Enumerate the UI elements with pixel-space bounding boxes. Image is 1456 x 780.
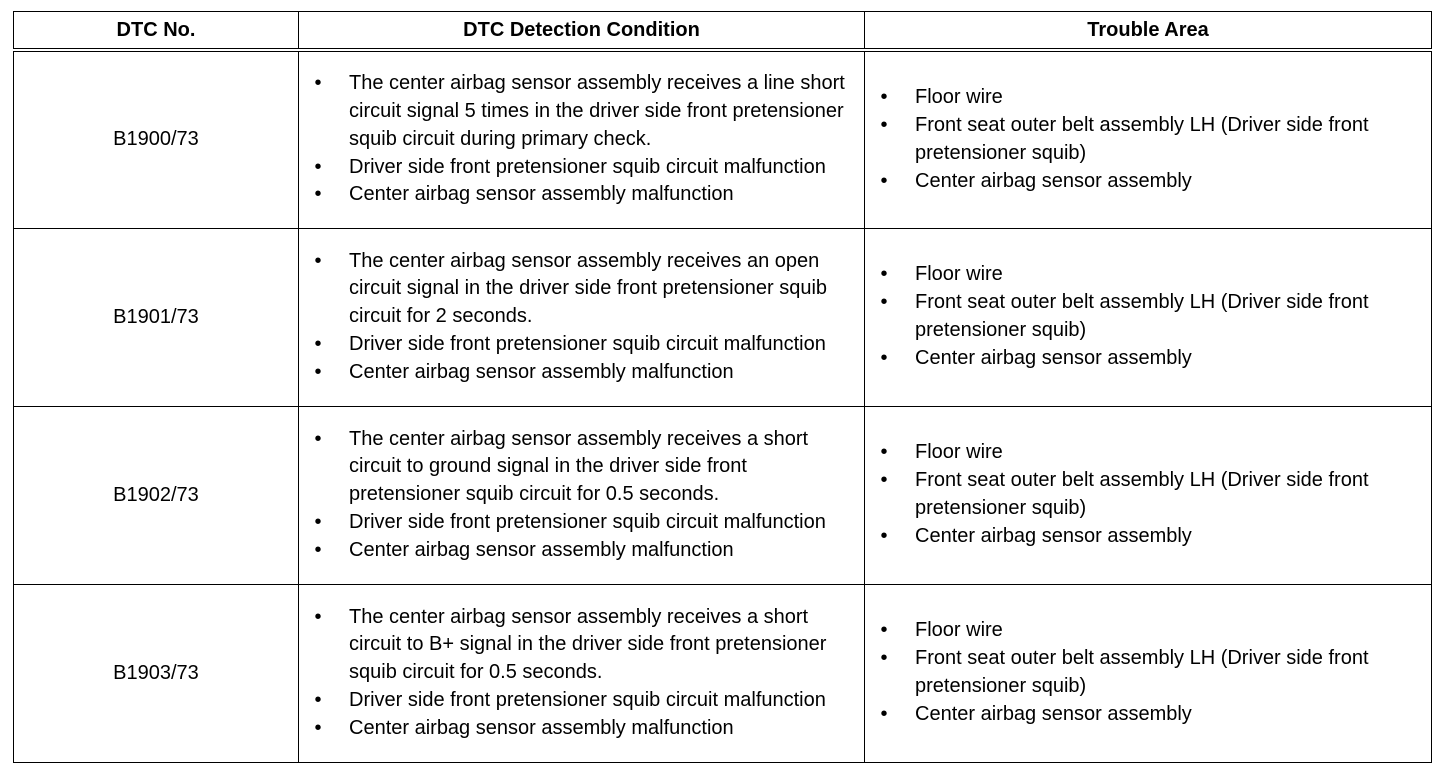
condition-text: Center airbag sensor assembly malfunction <box>349 716 734 739</box>
dtc-code: B1902/73 <box>14 406 299 584</box>
trouble-area-cell <box>865 406 1432 584</box>
area-text: Center airbag sensor assembly <box>915 702 1192 725</box>
list-item <box>865 701 1431 729</box>
bullet-icon: • <box>880 441 888 464</box>
list-item <box>299 331 864 359</box>
bullet-icon: • <box>880 619 888 642</box>
area-text: Floor wire <box>915 263 1003 286</box>
list-item <box>865 439 1431 467</box>
condition-text: The center airbag sensor assembly receives a line short circuit signal 5 times in the driver side front pretensioner squib circuit during primary check. <box>349 72 845 150</box>
bullet-icon: • <box>880 263 888 286</box>
condition-text: Driver side front pretensioner squib circuit malfunction <box>349 155 826 178</box>
bullet-icon: • <box>880 169 888 192</box>
list-item <box>865 345 1431 373</box>
condition-text: The center airbag sensor assembly receives an open circuit signal in the driver side front pretensioner squib circuit for 2 seconds. <box>349 249 828 328</box>
bullet-icon: • <box>314 510 322 533</box>
list-item <box>865 168 1431 196</box>
area-text: Front seat outer belt assembly LH (Driver side front pretensioner squib) <box>915 291 1369 341</box>
bullet-icon: • <box>314 605 322 628</box>
trouble-area-cell <box>865 228 1432 406</box>
area-text: Front seat outer belt assembly LH (Driver side front pretensioner squib) <box>915 113 1369 164</box>
dtc-table <box>13 11 1432 763</box>
area-text: Front seat outer belt assembly LH (Driver side front pretensioner squib) <box>915 469 1369 519</box>
header-dtc-no: DTC No. <box>14 12 299 51</box>
table-row <box>14 584 1432 762</box>
bullet-icon: • <box>314 332 322 355</box>
detection-condition-cell <box>299 50 865 228</box>
bullet-icon: • <box>880 291 888 314</box>
area-text: Center airbag sensor assembly <box>915 169 1192 192</box>
condition-text: The center airbag sensor assembly receives a short circuit to ground signal in the driver side front pretensioner squib circuit for 0.5 seconds. <box>349 427 809 506</box>
bullet-icon: • <box>880 702 888 725</box>
table-row <box>14 228 1432 406</box>
condition-list <box>299 426 864 565</box>
bullet-icon: • <box>880 524 888 547</box>
bullet-icon: • <box>880 346 888 369</box>
condition-list <box>299 604 864 743</box>
list-item <box>299 687 864 715</box>
area-list <box>865 84 1431 195</box>
header-detection-condition: DTC Detection Condition <box>299 12 865 51</box>
condition-list <box>299 248 864 387</box>
list-item <box>865 467 1431 523</box>
bullet-icon: • <box>314 183 322 206</box>
bullet-icon: • <box>314 72 322 95</box>
bullet-icon: • <box>314 360 322 383</box>
detection-condition-cell <box>299 406 865 584</box>
list-item <box>299 359 864 387</box>
area-text: Floor wire <box>915 441 1003 464</box>
dtc-code: B1900/73 <box>14 50 299 228</box>
area-text: Front seat outer belt assembly LH (Driver side front pretensioner squib) <box>915 647 1369 697</box>
area-text: Center airbag sensor assembly <box>915 524 1192 547</box>
dtc-code: B1903/73 <box>14 584 299 762</box>
bullet-icon: • <box>314 538 322 561</box>
table-header-row <box>14 12 1432 51</box>
condition-text: Center airbag sensor assembly malfunction <box>349 360 734 383</box>
bullet-icon: • <box>314 155 322 178</box>
trouble-area-cell <box>865 584 1432 762</box>
list-item <box>299 181 864 209</box>
detection-condition-cell <box>299 228 865 406</box>
header-trouble-area: Trouble Area <box>865 12 1432 51</box>
table-row <box>14 406 1432 584</box>
bullet-icon: • <box>314 688 322 711</box>
list-item <box>865 84 1431 112</box>
list-item <box>299 715 864 743</box>
bullet-icon: • <box>880 86 888 109</box>
bullet-icon: • <box>314 249 322 272</box>
list-item <box>865 112 1431 168</box>
list-item <box>299 154 864 182</box>
bullet-icon: • <box>314 716 322 739</box>
trouble-area-cell <box>865 50 1432 228</box>
list-item <box>865 617 1431 645</box>
area-text: Center airbag sensor assembly <box>915 346 1192 369</box>
bullet-icon: • <box>880 647 888 670</box>
list-item <box>865 523 1431 551</box>
condition-text: Driver side front pretensioner squib circuit malfunction <box>349 688 826 711</box>
condition-text: Driver side front pretensioner squib circuit malfunction <box>349 332 826 355</box>
list-item <box>299 248 864 331</box>
bullet-icon: • <box>880 113 888 136</box>
bullet-icon: • <box>314 427 322 450</box>
list-item <box>299 426 864 509</box>
list-item <box>865 289 1431 345</box>
area-list <box>865 439 1431 550</box>
area-list <box>865 617 1431 728</box>
list-item <box>299 70 864 153</box>
table-row <box>14 50 1432 228</box>
condition-text: The center airbag sensor assembly receives a short circuit to B+ signal in the driver side front pretensioner squib circuit for 0.5 seconds. <box>349 605 827 684</box>
area-text: Floor wire <box>915 86 1003 109</box>
condition-list <box>299 70 864 209</box>
condition-text: Center airbag sensor assembly malfunction <box>349 538 734 561</box>
area-list <box>865 261 1431 372</box>
condition-text: Center airbag sensor assembly malfunction <box>349 183 734 206</box>
area-text: Floor wire <box>915 619 1003 642</box>
detection-condition-cell <box>299 584 865 762</box>
list-item <box>299 509 864 537</box>
bullet-icon: • <box>880 469 888 492</box>
list-item <box>299 537 864 565</box>
dtc-code: B1901/73 <box>14 228 299 406</box>
list-item <box>299 604 864 687</box>
condition-text: Driver side front pretensioner squib circuit malfunction <box>349 510 826 533</box>
list-item <box>865 645 1431 701</box>
list-item <box>865 261 1431 289</box>
